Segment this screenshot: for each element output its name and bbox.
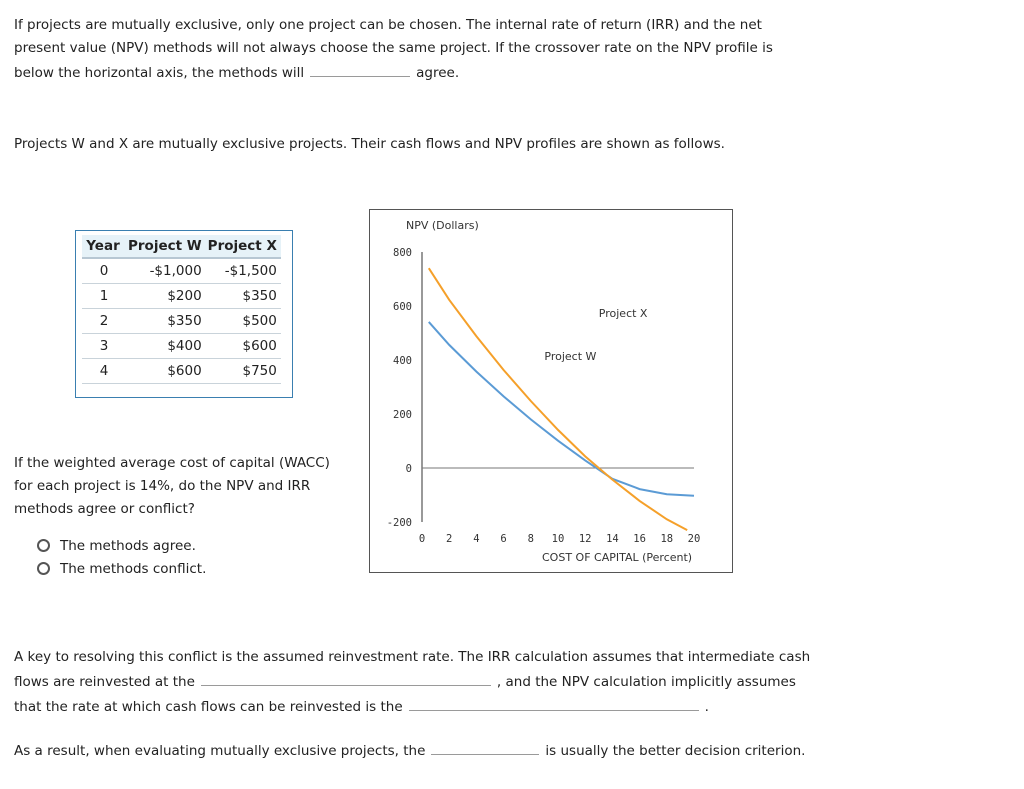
question-line-3: methods agree or conflict? (14, 501, 195, 517)
agree-blank-dropdown[interactable] (310, 60, 410, 77)
cash-flow-table (75, 230, 293, 398)
question-line-1: If the weighted average cost of capital (WACC) (14, 455, 330, 471)
irr-reinvest-rate-dropdown[interactable] (201, 669, 491, 686)
reinvest-line-2-text: flows are reinvested at the (14, 674, 195, 690)
series-label: Project X (598, 306, 648, 320)
series-lines (429, 268, 694, 530)
x-tick-label: 14 (606, 533, 619, 545)
x-tick-label: 6 (500, 533, 507, 545)
option-conflict-label: The methods conflict. (60, 560, 207, 577)
series-line-project-w (429, 322, 694, 496)
reinvest-line-3-end: . (704, 699, 709, 715)
x-tick-label: 2 (446, 533, 453, 545)
cell-year: 0 (82, 258, 126, 284)
series-labels (544, 307, 648, 363)
table-row (82, 334, 281, 359)
cell-w: $350 (126, 309, 206, 334)
x-tick-label: 20 (687, 533, 701, 545)
header-project-x: Project X (206, 235, 281, 258)
reinvest-line-2-end: , and the NPV calculation implicitly assumes (496, 674, 796, 690)
x-tick-label: 8 (527, 533, 534, 545)
cell-w: $600 (126, 359, 206, 384)
npv-profile-chart (369, 209, 733, 573)
answer-options (37, 534, 206, 580)
cell-year: 3 (82, 334, 126, 359)
table-row (82, 359, 281, 384)
option-conflict[interactable] (37, 557, 206, 580)
cell-x: $750 (206, 359, 281, 384)
series-label: Project W (544, 350, 597, 363)
cell-w: -$1,000 (126, 258, 206, 284)
conclusion-text: As a result, when evaluating mutually exclusive projects, the (14, 743, 426, 759)
decision-criterion-dropdown[interactable] (431, 738, 539, 755)
reinvest-line-2 (14, 669, 810, 694)
x-tick-label: 10 (551, 533, 565, 545)
x-tick-label: 12 (578, 533, 592, 545)
x-tick-label: 18 (660, 533, 674, 545)
header-year: Year (82, 235, 126, 258)
radio-icon[interactable] (37, 539, 50, 552)
table-row (82, 309, 281, 334)
reinvest-line-3 (14, 694, 810, 719)
header-project-w: Project W (126, 235, 206, 258)
intro-paragraph (14, 14, 773, 85)
x-axis-label: COST OF CAPITAL (Percent) (542, 551, 693, 564)
table-row (82, 284, 281, 309)
wacc-question (14, 452, 330, 521)
reinvest-line-1: A key to resolving this conflict is the assumed reinvestment rate. The IRR calculation assumes that intermediate cash (14, 649, 811, 665)
x-tick-label: 4 (473, 533, 480, 545)
npv-reinvest-rate-dropdown[interactable] (409, 694, 699, 711)
cell-x: $500 (206, 309, 281, 334)
y-tick-label: 200 (393, 409, 412, 421)
cell-w: $200 (126, 284, 206, 309)
cell-year: 4 (82, 359, 126, 384)
projects-intro: Projects W and X are mutually exclusive projects. Their cash flows and NPV profiles are shown as follows. (14, 136, 725, 152)
cell-x: $350 (206, 284, 281, 309)
radio-icon[interactable] (37, 562, 50, 575)
table-row (82, 258, 281, 284)
y-axis-label: NPV (Dollars) (406, 219, 479, 232)
option-agree[interactable] (37, 534, 206, 557)
intro-line-3-text: below the horizontal axis, the methods will (14, 65, 305, 81)
cell-x: $600 (206, 334, 281, 359)
conclusion-end: is usually the better decision criterion. (545, 743, 806, 759)
y-tick-label: -200 (386, 517, 412, 529)
question-line-2: for each project is 14%, do the NPV and IRR (14, 478, 311, 494)
y-tick-label: 400 (393, 355, 412, 367)
y-tick-label: 800 (393, 247, 412, 259)
y-tick-label: 600 (393, 301, 412, 313)
conclusion-line (14, 738, 805, 763)
x-tick-label: 16 (633, 533, 646, 545)
intro-line-3-end: agree. (416, 65, 460, 81)
reinvest-line-3-text: that the rate at which cash flows can be reinvested is the (14, 699, 403, 715)
intro-line-3 (14, 60, 773, 85)
reinvest-paragraph (14, 646, 810, 719)
cell-year: 2 (82, 309, 126, 334)
intro-line-1: If projects are mutually exclusive, only one project can be chosen. The internal rate of return (IRR) and the net (14, 17, 762, 33)
cell-x: -$1,500 (206, 258, 281, 284)
cell-year: 1 (82, 284, 126, 309)
option-agree-label: The methods agree. (60, 537, 196, 554)
y-tick-label: 0 (405, 463, 412, 475)
x-tick-label: 0 (418, 533, 426, 545)
npv-chart-svg (370, 210, 732, 572)
axes (387, 247, 701, 545)
intro-line-2: present value (NPV) methods will not always choose the same project. If the crossover rate on the NPV profile is (14, 40, 773, 56)
cell-w: $400 (126, 334, 206, 359)
